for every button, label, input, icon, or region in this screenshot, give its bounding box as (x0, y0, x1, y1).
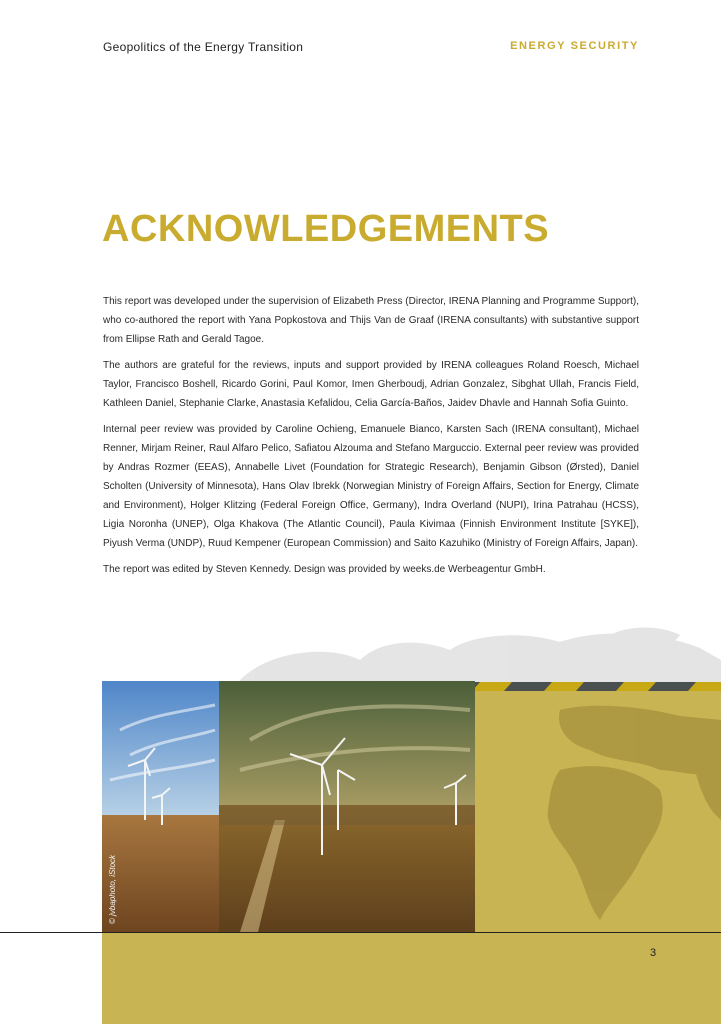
world-map-icon (240, 628, 721, 691)
page-title: ACKNOWLEDGEMENTS (102, 208, 550, 250)
page-number: 3 (650, 947, 657, 959)
section-label: ENERGY SECURITY (510, 40, 639, 52)
footer-gold-panel (102, 932, 721, 1024)
footer-divider (0, 932, 721, 933)
paragraph-1: This report was developed under the supervision of Elizabeth Press (Director, IRENA Planning and Programme Support), who co-authored the report with Yana Popkostova and Thijs Van de Graaf (IRENA consultants) with substantive support from Ellipse Rath and Gerald Tagoe. (103, 296, 639, 345)
photo-credit: © jvbaphoto, iStock (108, 854, 117, 924)
paragraph-3: Internal peer review was provided by Caroline Ochieng, Emanuele Bianco, Karsten Sach (IRENA consultant), Michael Renner, Mirjam Reiner, Raul Alfaro Pelico, Safiatou Alzouma and Stefano Marguccio. External peer review was provided by Andras Rozmer (EEAS), Annabelle Livet (Foundation for Strategic Research), Benjamin Gibson (Ørsted), Daniel Scholten (University of Minnesota), Hans Olav Ibrekk (Norwegian Ministry of Foreign Affairs, Section for Energy, Climate and Environment), Holger Klitzing (Federal Foreign Office, Germany), Indra Overland (NUPI), Irina Patrahau (HCSS), Ligia Noronha (UNEP), Olga Khakova (The Atlantic Council), Paula Kivimaa (Finnish Environment Institute [SYKE]), Piyush Verma (UNDP), Ruud Kempener (European Commission) and Saito Kazuhiko (Ministry of Foreign Affairs, Japan). (103, 424, 639, 549)
paragraph-2: The authors are grateful for the reviews, inputs and support provided by IRENA colleagues Roland Roesch, Michael Taylor, Francisco Boshell, Ricardo Gorini, Paul Komor, Imen Gherboudj, Adrian Gonzalez, Sibghat Ullah, Francis Field, Kathleen Daniel, Stephanie Clarke, Anastasia Kefalidou, Celia García-Baños, Jaidev Dhavle and Hannah Sofia Guinto. (103, 360, 639, 409)
acknowledgements-body (103, 292, 639, 586)
paragraph-4: The report was edited by Steven Kennedy. Design was provided by weeks.de Werbeagentur GmbH. (103, 564, 546, 575)
publication-title: Geopolitics of the Energy Transition (103, 40, 304, 54)
